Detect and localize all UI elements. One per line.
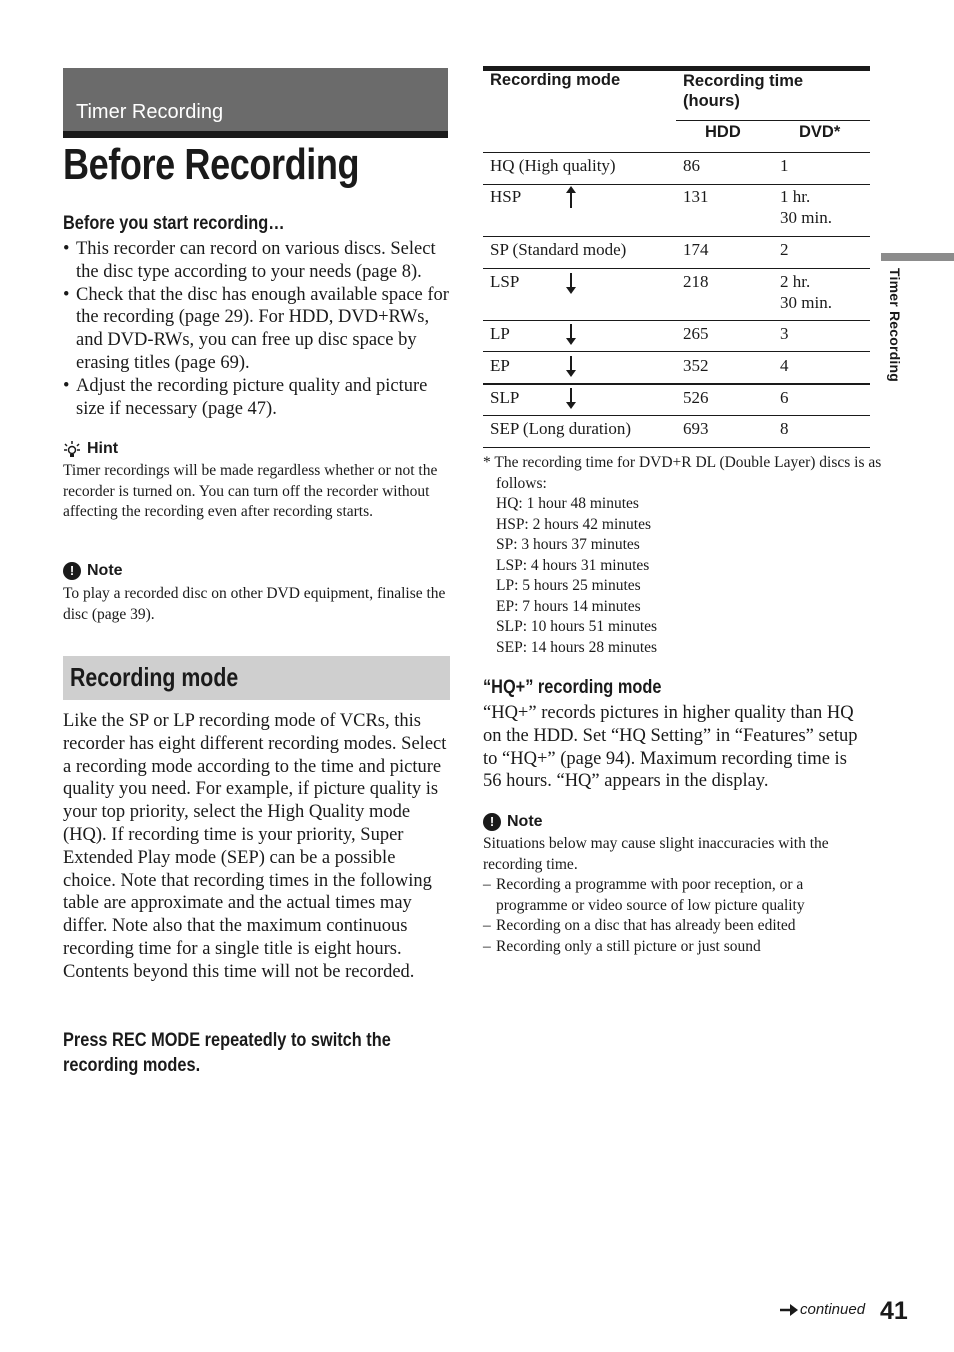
arrow-right-icon (780, 1303, 796, 1315)
footnote-list (496, 494, 866, 658)
table-bottom-rule (483, 447, 870, 448)
side-tab-label: Timer Recording (887, 268, 903, 382)
table-row-rule (483, 268, 870, 269)
table-cell-hdd: 218 (683, 272, 709, 291)
note-label-row (483, 813, 543, 831)
table-cell-hdd: 693 (683, 419, 709, 438)
arrow-down-icon (570, 324, 572, 343)
recording-mode-heading: Recording mode (70, 662, 239, 692)
table-cell-hdd: 526 (683, 388, 709, 407)
note2-intro: Situations below may cause slight inaccuracies with the recording time. (483, 835, 829, 873)
before-start-heading: Before you start recording… (63, 213, 285, 234)
list-item: SLP: 10 hours 51 minutes (496, 618, 658, 635)
page-number: 41 (880, 1297, 908, 1325)
table-cell-dvd: 1 hr. 30 min. (780, 187, 832, 227)
table-cell-mode: SLP (490, 388, 520, 407)
table-cell-hdd: 131 (683, 187, 709, 206)
side-tab-bar (881, 253, 954, 261)
list-item: • Adjust the recording picture quality and picture size if necessary (page 47). (63, 375, 449, 421)
table-cell-hdd: 265 (683, 324, 709, 343)
hint-text: Timer recordings will be made regardless whether or not the recorder is turned on. You can turn off the recorder without affecting the recording even after recording starts. (63, 462, 438, 520)
page-title: Before Recording (63, 140, 360, 189)
table-row-rule (483, 351, 870, 352)
dash-marker: – (483, 917, 491, 934)
note-label: Note (507, 813, 543, 830)
recording-mode-body: Like the SP or LP recording mode of VCRs, this recorder has eight different recording modes. Select a recording mode according to the time and picture quality you need. For example, if picture quality is your top priority, select the High Quality mode (HQ). If recording time is your priority, Super Extended Play mode (SEP) can be a possible choice. Note that recording times in the following table are approximate and the actual times may differ. Note also that the maximum continuous recording time for a single title is eight hours. Contents beyond this time will not be recorded. (63, 711, 447, 982)
list-item-text: Recording only a still picture or just sound (496, 937, 761, 955)
note2-list (483, 875, 870, 957)
table-row-rule (483, 383, 870, 385)
table-cell-mode: EP (490, 356, 510, 375)
table-cell-hdd: 352 (683, 356, 709, 375)
list-item (483, 916, 870, 937)
list-item-text: Recording a programme with poor reception, or a programme or video source of low picture quality (496, 876, 805, 914)
table-cell-dvd: 1 (780, 156, 789, 175)
table-row-rule (483, 320, 870, 321)
list-item-text: Recording on a disc that has already been edited (496, 917, 796, 934)
note-icon: ! (483, 813, 501, 831)
table-cell-mode: SEP (Long duration) (490, 419, 632, 438)
list-item: LP: 5 hours 25 minutes (496, 577, 641, 594)
table-footnote: * The recording time for DVD+R DL (Double Layer) discs is as follows: (483, 454, 882, 492)
table-cell-dvd: 3 (780, 324, 789, 343)
list-item: EP: 7 hours 14 minutes (496, 597, 641, 615)
note-icon: ! (63, 562, 81, 580)
recording-mode-instruction: Press REC MODE repeatedly to switch the recording modes. (63, 1030, 391, 1076)
table-header-dvd: DVD* (799, 123, 841, 141)
table-cell-dvd: 6 (780, 388, 789, 407)
section-label: Timer Recording (76, 101, 224, 123)
list-item (483, 875, 870, 916)
table-row-rule (483, 184, 870, 185)
list-item: LSP: 4 hours 31 minutes (496, 556, 650, 574)
lightbulb-icon (63, 440, 81, 458)
list-item: HQ: 1 hour 48 minutes (496, 495, 639, 512)
before-start-list (63, 238, 449, 420)
recording-mode-heading-box (63, 656, 450, 700)
table-cell-dvd: 2 hr. 30 min. (780, 272, 832, 312)
arrow-up-icon (570, 188, 572, 208)
table-cell-mode: SP (Standard mode) (490, 240, 627, 259)
table-cell-mode: LSP (490, 272, 520, 291)
table-header-time: Recording time (hours) (683, 72, 804, 110)
note-text: To play a recorded disc on other DVD equipment, finalise the disc (page 39). (63, 585, 446, 623)
list-item: HSP: 2 hours 42 minutes (496, 515, 652, 533)
table-subheader-rule (676, 120, 870, 121)
table-header-mode: Recording mode (490, 71, 621, 89)
note-label-row (63, 562, 123, 580)
table-cell-dvd: 2 (780, 240, 789, 259)
list-item: SEP: 14 hours 28 minutes (496, 638, 658, 656)
list-item: • This recorder can record on various discs. Select the disc type according to your needs (page 8). (63, 238, 449, 284)
arrow-down-icon (570, 356, 572, 375)
dash-marker: – (483, 876, 491, 893)
continued-label: continued (800, 1301, 866, 1318)
table-cell-dvd: 4 (780, 356, 789, 375)
dash-marker: – (483, 937, 491, 955)
table-cell-hdd: 86 (683, 156, 700, 175)
table-header-hdd: HDD (705, 123, 741, 141)
arrow-down-icon (570, 273, 572, 292)
table-cell-hdd: 174 (683, 240, 709, 259)
list-item: • Check that the disc has enough available space for the recording (page 29). For HDD, DVD+RWs, and DVD-RWs, you can free up disc space by erasing titles (page 69). (63, 284, 449, 375)
table-cell-mode: HQ (High quality) (490, 156, 616, 175)
section-header-bar (63, 68, 448, 131)
hqplus-body: “HQ+” records pictures in higher quality than HQ on the HDD. Set “HQ Setting” in “Features” setup to “HQ+” (page 94). Maximum recording time is 56 hours. “HQ” appears in the display. (483, 703, 858, 792)
table-cell-dvd: 8 (780, 419, 789, 438)
hqplus-heading: “HQ+” recording mode (483, 677, 662, 698)
list-item: SP: 3 hours 37 minutes (496, 536, 640, 553)
table-header-rule (483, 152, 870, 153)
section-divider (63, 131, 448, 138)
table-cell-mode: HSP (490, 187, 522, 206)
table-cell-mode: LP (490, 324, 510, 343)
list-item (483, 937, 870, 958)
hint-label: Hint (87, 440, 119, 457)
table-row-rule (483, 236, 870, 237)
hint-label-row (63, 440, 118, 458)
arrow-down-icon (570, 388, 572, 407)
table-row-rule (483, 415, 870, 416)
note-label: Note (87, 562, 123, 579)
